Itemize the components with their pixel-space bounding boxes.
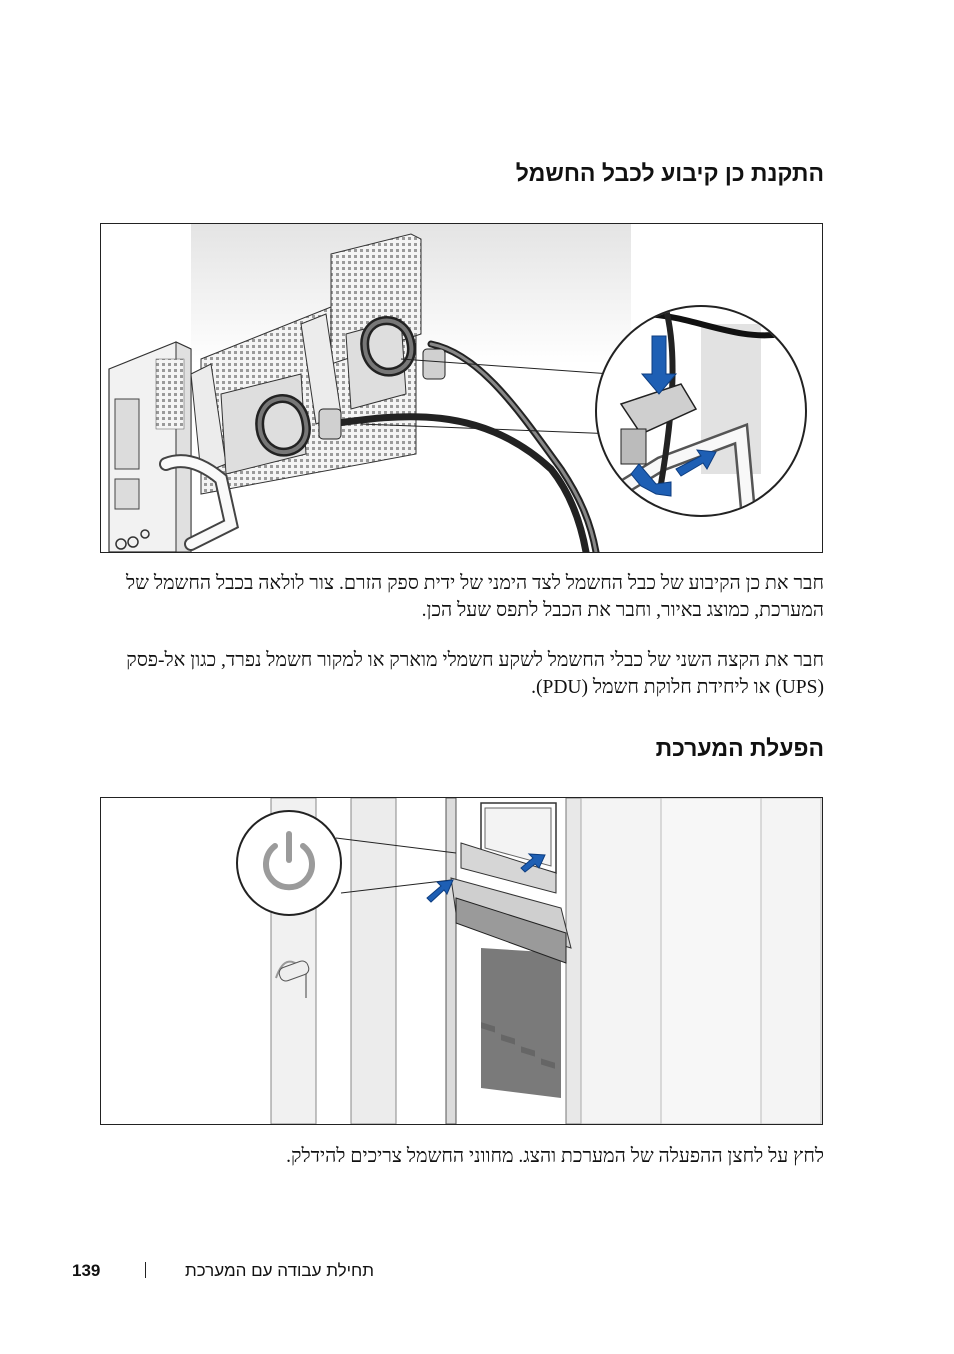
paragraph-connect-outlet: חבר את הקצה השני של כבלי החשמל לשקע חשמלי מוארק או למקור חשמל נפרד, כגון אל-פסק (UPS) או ליחידת חלוקת חשמל (PDU).: [126, 650, 824, 698]
figure-power-on: [100, 797, 823, 1125]
footer-title: תחילת עבודה עם המערכת: [185, 1261, 374, 1280]
paragraph-press-power: לחץ על לחצן ההפעלה של המערכת והצג. מחווני החשמל צריכים להידלק.: [286, 1146, 824, 1167]
section-heading-cable-retention: התקנת כן קיבוע לכבל החשמל: [515, 160, 824, 186]
figure-power-cable-retention: [100, 223, 823, 553]
server-chassis: [109, 342, 191, 552]
footer-separator: [145, 1262, 146, 1278]
power-cable-illustration: [101, 224, 822, 552]
page-number: 139: [72, 1261, 101, 1280]
section-heading-power-on: הפעלת המערכת: [655, 735, 824, 761]
paragraph-attach-bracket: חבר את כן הקיבוע של כבל החשמל לצד הימני של ידית ספק הזרם. צור לולאה בכבל החשמל של המערכת, כמוצג באיור, וחבר את הכבל לתפס שעל הכן.: [126, 573, 824, 621]
monitor: [461, 803, 556, 893]
power-button-callout: [237, 811, 341, 915]
power-on-illustration: [101, 798, 822, 1124]
